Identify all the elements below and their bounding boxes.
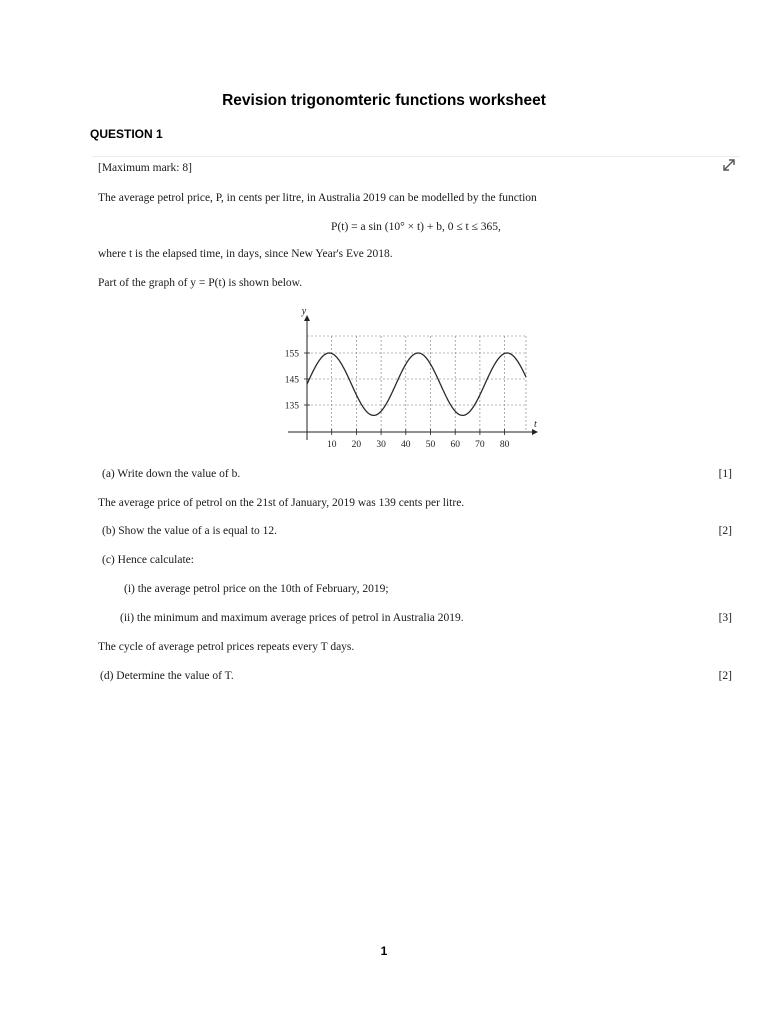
function-formula: P(t) = a sin (10° × t) + b, 0 ≤ t ≤ 365, — [331, 221, 501, 233]
part-b: (b) Show the value of a is equal to 12. — [102, 525, 278, 537]
part-a-mark: [1] — [718, 468, 732, 480]
january-info: The average price of petrol on the 21st of January, 2019 was 139 cents per litre. — [98, 497, 465, 509]
part-d: (d) Determine the value of T. — [100, 670, 234, 682]
sine-graph — [270, 305, 550, 455]
divider — [92, 156, 740, 157]
x-tick-label: 80 — [499, 440, 510, 450]
y-tick-label: 135 — [284, 401, 299, 412]
part-c-mark: [3] — [718, 612, 732, 624]
y-tick-label: 155 — [284, 349, 299, 360]
part-c-i: (i) the average petrol price on the 10th of February, 2019; — [124, 583, 389, 595]
document-title: Revision trigonomteric functions worksheet — [222, 92, 546, 109]
part-b-mark: [2] — [718, 525, 732, 537]
page-number: 1 — [380, 944, 388, 958]
maximum-mark: [Maximum mark: 8] — [98, 162, 192, 174]
x-tick-label: 30 — [376, 440, 386, 450]
part-a: (a) Write down the value of b. — [102, 468, 241, 480]
part-c: (c) Hence calculate: — [102, 554, 194, 566]
time-definition: where t is the elapsed time, in days, since New Year's Eve 2018. — [98, 248, 393, 260]
x-tick-label: 60 — [450, 440, 460, 450]
expand-diagonal-icon[interactable] — [720, 156, 738, 174]
y-axis-label: y — [301, 306, 307, 317]
x-tick-label: 20 — [351, 440, 362, 450]
series-line — [307, 353, 526, 415]
part-d-mark: [2] — [718, 670, 732, 682]
x-tick-label: 50 — [425, 440, 436, 450]
x-tick-label: 40 — [401, 440, 411, 450]
cycle-info: The cycle of average petrol prices repeats every T days. — [98, 641, 355, 653]
graph-intro: Part of the graph of y = P(t) is shown below. — [98, 277, 303, 289]
question-intro: The average petrol price, P, in cents per litre, in Australia 2019 can be modelled by the function — [98, 192, 537, 204]
question-heading: QUESTION 1 — [90, 127, 163, 141]
part-c-ii: (ii) the minimum and maximum average prices of petrol in Australia 2019. — [120, 612, 464, 624]
x-tick-label: 70 — [475, 440, 485, 450]
x-axis-label: t — [534, 419, 537, 430]
y-tick-label: 145 — [284, 375, 299, 386]
x-tick-label: 10 — [326, 440, 337, 450]
